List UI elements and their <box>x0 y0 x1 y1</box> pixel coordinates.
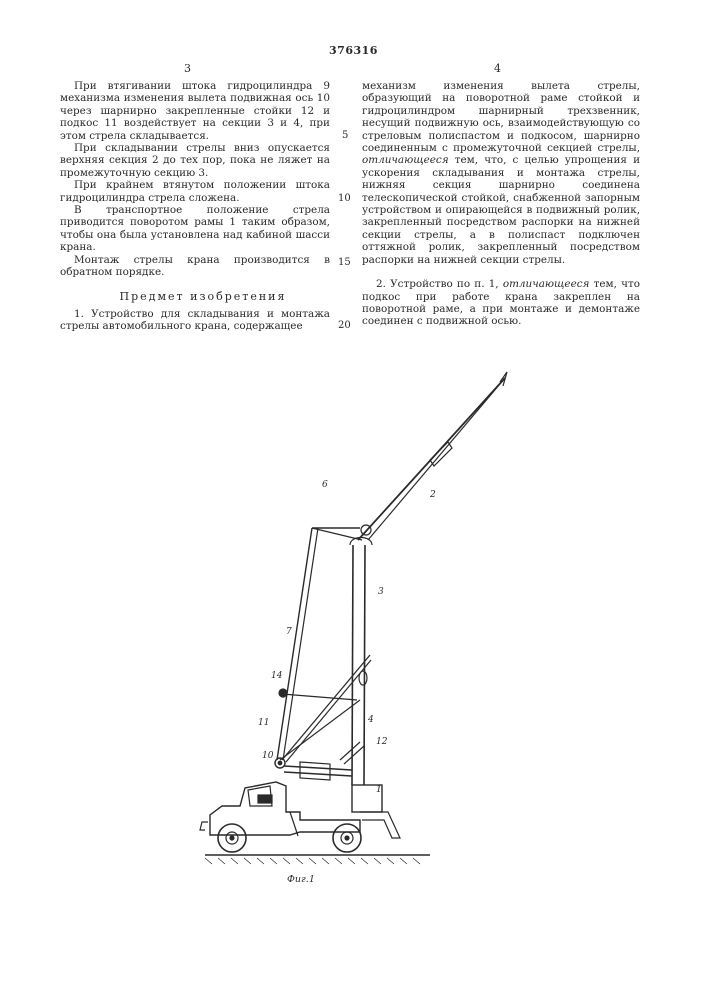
figure-label-12: 12 <box>376 737 388 747</box>
figure-label-6: 6 <box>322 480 328 490</box>
figure-label-2: 2 <box>430 490 436 500</box>
line-number-15: 15 <box>338 257 351 268</box>
right-paragraph-2: 2. Устройство по п. 1, отличающееся тем, что подкос при работе крана закреплен на поворотной раме, а при монтаже и демонтаже соединен с подвижной осью. <box>362 278 640 328</box>
left-paragraph-3: При крайнем втянутом положении штока гидроцилиндра стрела сложена. <box>60 179 330 204</box>
patent-number: 376316 <box>329 44 378 57</box>
figure-label-1: 1 <box>376 785 382 795</box>
left-paragraph-5: Монтаж стрелы крана производится в обратном порядке. <box>60 253 330 279</box>
right-paragraph-1: механизм изменения вылета стрелы, образующий на поворотной раме стойкой и гидроцилиндром шарнирный трехзвенник, несущий подвижную ось, взаимодействующую со стреловым полиспастом и подкосом, шарнирно соединенным с промежуточной секцией стрелы, отличающееся тем, что, с целью упрощения и ускорения складывания и монтажа стрелы, нижняя секция шарнирно соединена телескопической стойкой, снабженной запорным устройством и опирающейся в подвижный ролик, закрепленный посредством распорки на нижней секции стрелы, а в полиспаст подключен оттяжной ролик, закрепленный посредством распорки на нижней секции стрелы. <box>362 80 640 266</box>
left-paragraph-6: 1. Устройство для складывания и монтажа стрелы автомобильного крана, содержащее <box>60 308 330 333</box>
left-column-number: 3 <box>184 62 191 75</box>
right-column <box>362 80 640 328</box>
crane-figure <box>0 360 707 900</box>
left-paragraph-4: В транспортное положение стрела приводится поворотом рамы 1 таким образом, чтобы она была установлена над кабиной шасси крана. <box>60 204 330 254</box>
left-paragraph-1: При втягивании штока гидроцилиндра 9 механизма изменения вылета подвижная ось 10 через шарнирно закрепленные стойки 12 и подкос 11 воздействует на секции 3 и 4, при этом стрела складывается. <box>60 80 330 142</box>
right-column-number: 4 <box>494 62 501 75</box>
section-heading: Предмет изобретения <box>119 290 287 303</box>
claim-1-start <box>60 308 330 333</box>
line-number-10: 10 <box>338 193 351 204</box>
left-paragraph-2: При складывании стрелы вниз опускается верхняя секция 2 до тех пор, пока не ляжет на промежуточную секцию 3. <box>60 142 330 179</box>
line-number-5: 5 <box>342 130 349 141</box>
figure-label-11: 11 <box>258 718 270 728</box>
figure-label-7: 7 <box>286 627 292 637</box>
left-column <box>60 80 330 279</box>
figure-caption: Фиг.1 <box>287 874 315 885</box>
figure-label-4: 4 <box>368 715 374 725</box>
figure-label-10: 10 <box>262 751 274 761</box>
figure-label-3: 3 <box>378 587 384 597</box>
line-number-20: 20 <box>338 320 351 331</box>
figure-label-14: 14 <box>271 671 283 681</box>
